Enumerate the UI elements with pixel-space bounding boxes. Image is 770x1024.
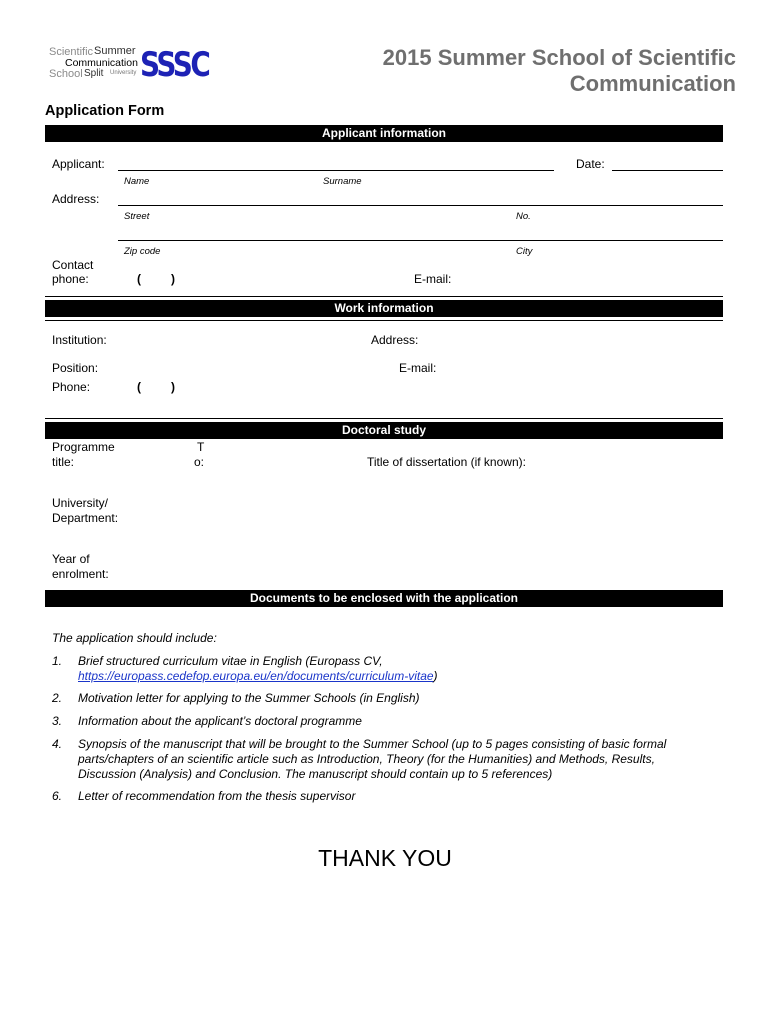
cloud-word: Scientific: [49, 46, 94, 58]
surname-hint: Surname: [323, 176, 362, 187]
section-divider: [45, 296, 723, 297]
documents-intro: The application should include:: [52, 631, 217, 645]
cloud-word: School: [49, 68, 83, 80]
date-label: Date:: [576, 157, 605, 171]
list-item-number: 2.: [52, 691, 63, 705]
zip-city-field[interactable]: [118, 240, 723, 241]
year-label-line1: Year of: [52, 552, 90, 566]
list-item-number: 1.: [52, 654, 63, 668]
dissertation-title-label: Title of dissertation (if known):: [367, 455, 526, 469]
list-item-cv: [78, 654, 728, 684]
work-email-label: E-mail:: [399, 361, 437, 375]
street-hint: Street: [124, 211, 150, 222]
thank-you-text: THANK YOU: [318, 845, 452, 871]
university-label-line1: University/: [52, 496, 109, 510]
work-area-code-open-paren: (: [137, 380, 141, 394]
page-title: [316, 45, 736, 97]
sssc-acronym: SSSC: [140, 45, 209, 85]
title-line-2: Communication: [569, 71, 736, 96]
cloud-word: Communication: [65, 57, 138, 69]
zip-code-hint: Zip code: [124, 246, 161, 257]
title-line-1: 2015 Summer School of Scientific: [382, 45, 736, 70]
sssc-logo: [48, 43, 220, 89]
name-hint: Name: [124, 176, 150, 187]
to-label-line1: T: [197, 440, 205, 454]
contact-label-line2: phone:: [52, 272, 89, 286]
list-item-synopsis: Synopsis of the manuscript that will be brought to the Summer School (up to 5 pages consisting of basic formal parts/chapters of an scientific article such as Introduction, Theory (for the Humanities) and Methods, Results, Discussion (Analysis) and Conclusion. The manuscript should contain up to 5 references): [78, 737, 667, 781]
work-info-header: Work information: [45, 300, 723, 317]
institution-label: Institution:: [52, 333, 107, 347]
area-code-close-paren: ): [171, 272, 175, 286]
applicant-label: Applicant:: [52, 157, 105, 171]
word-cloud-logo: [48, 43, 140, 87]
section-divider: [45, 320, 723, 321]
list-item-number: 6.: [52, 789, 63, 803]
cloud-word: Split: [84, 68, 104, 79]
work-address-label: Address:: [371, 333, 419, 347]
position-label: Position:: [52, 361, 99, 375]
list-item-number: 4.: [52, 737, 63, 751]
list-item-text: Brief structured curriculum vitae in English (Europass CV,: [78, 654, 383, 668]
list-item-recommendation: Letter of recommendation from the thesis supervisor: [78, 789, 356, 803]
form-title: Application Form: [45, 103, 165, 119]
work-area-code-close-paren: ): [171, 380, 175, 394]
date-field[interactable]: [612, 170, 723, 171]
europass-cv-link[interactable]: https://europass.cedefop.europa.eu/en/documents/curriculum-vitae: [78, 669, 434, 683]
cloud-word: University: [110, 70, 137, 76]
section-divider: [45, 418, 723, 419]
list-item-doctoral-info: Information about the applicant’s doctoral programme: [78, 714, 362, 728]
work-phone-label: Phone:: [52, 380, 91, 394]
city-hint: City: [516, 246, 533, 257]
list-item-close-paren: ): [433, 669, 438, 683]
applicant-name-field[interactable]: [118, 170, 554, 171]
list-item-motivation-letter: Motivation letter for applying to the Summer Schools (in English): [78, 691, 420, 705]
year-label-line2: enrolment:: [52, 567, 109, 581]
number-hint: No.: [516, 211, 531, 222]
street-field[interactable]: [118, 205, 723, 206]
to-label-line2: o:: [194, 455, 205, 469]
contact-label-line1: Contact: [52, 258, 94, 272]
applicant-email-label: E-mail:: [414, 272, 452, 286]
programme-label-line1: Programme: [52, 440, 115, 454]
list-item-number: 3.: [52, 714, 63, 728]
area-code-open-paren: (: [137, 272, 141, 286]
address-label: Address:: [52, 192, 100, 206]
cloud-word: Summer: [94, 45, 136, 57]
applicant-info-header: Applicant information: [45, 125, 723, 142]
university-label-line2: Department:: [52, 511, 119, 525]
doctoral-study-header: Doctoral study: [45, 422, 723, 439]
documents-header: Documents to be enclosed with the application: [45, 590, 723, 607]
programme-label-line2: title:: [52, 455, 75, 469]
